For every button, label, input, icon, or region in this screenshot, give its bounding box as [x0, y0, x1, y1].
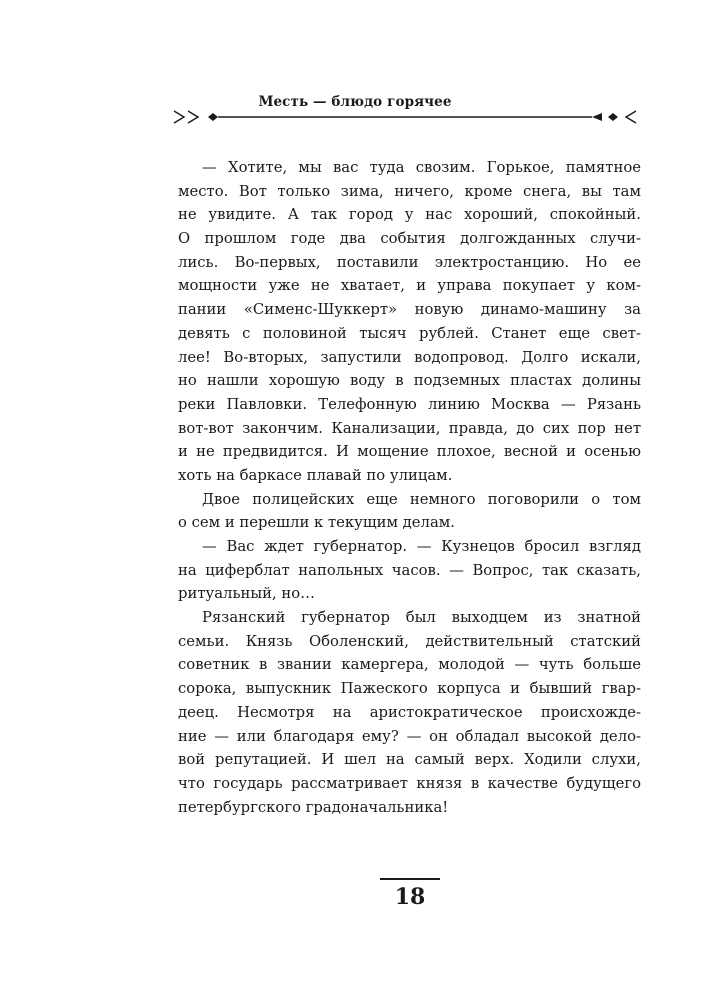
text-line: вой репутацией. И шел на самый верх. Ходили слухи, — [178, 751, 641, 769]
text-line: девять с половиной тысяч рублей. Станет еще свет- — [178, 324, 641, 342]
text-line: что государь рассматривает князя в качестве будущего — [178, 774, 641, 792]
text-line: — Хотите, мы вас туда свозим. Горькое, памятное — [202, 159, 641, 176]
text-line: место. Вот только зима, ничего, кроме снега, вы там — [178, 182, 641, 200]
running-title: Месть — блюдо горячее — [258, 94, 452, 110]
text-line: Двое полицейских еще немного поговорили о том — [202, 490, 641, 508]
text-line: — Вас ждет губернатор. — Кузнецов бросил взгляд — [202, 538, 641, 555]
text-line: на циферблат напольных часов. — Вопрос, так сказать, — [178, 561, 641, 579]
text-line: хоть на баркасе плавай по улицам. — [178, 466, 453, 484]
text-line: не увидите. А так город у нас хороший, спокойный. — [178, 206, 641, 224]
text-line: деец. Несмотря на аристократическое происхожде- — [178, 703, 641, 721]
text-line: но нашли хорошую воду в подземных пластах долины — [178, 372, 641, 390]
text-line: советник в звании камергера, молодой — чуть больше — [178, 656, 641, 674]
text-line: петербургского градоначальника! — [178, 798, 449, 816]
text-line: лись. Во-первых, поставили электростанцию. Но ее — [178, 253, 641, 271]
header-ornament-rule — [172, 107, 638, 127]
text-line: сорока, выпускник Пажеского корпуса и бывший гвар- — [178, 680, 641, 698]
text-line: пании «Сименс-Шуккерт» новую динамо-машину за — [178, 301, 641, 319]
folio-rule — [380, 878, 440, 880]
text-line: о сем и перешли к текущим делам. — [178, 514, 455, 532]
text-line: ние — или благодаря ему? — он обладал высокой дело- — [178, 727, 641, 745]
body-text — [178, 156, 641, 819]
text-line: и не предвидится. И мощение плохое, весной и осенью — [178, 443, 641, 461]
text-line: реки Павловки. Телефонную линию Москва — Рязань — [178, 395, 641, 413]
text-line: Рязанский губернатор был выходцем из знатной — [202, 609, 641, 627]
page-number: 18 — [394, 884, 426, 910]
text-line: ритуальный, но… — [178, 585, 315, 603]
text-line: лее! Во-вторых, запустили водопровод. Долго искали, — [178, 348, 641, 366]
text-line: вот-вот закончим. Канализации, правда, до сих пор нет — [178, 419, 641, 437]
text-line: О прошлом годе два события долгожданных случи- — [178, 230, 641, 248]
text-line: мощности уже не хватает, и управа покупает у ком- — [178, 277, 641, 295]
text-line: семьи. Князь Оболенский, действительный статский — [178, 632, 641, 650]
